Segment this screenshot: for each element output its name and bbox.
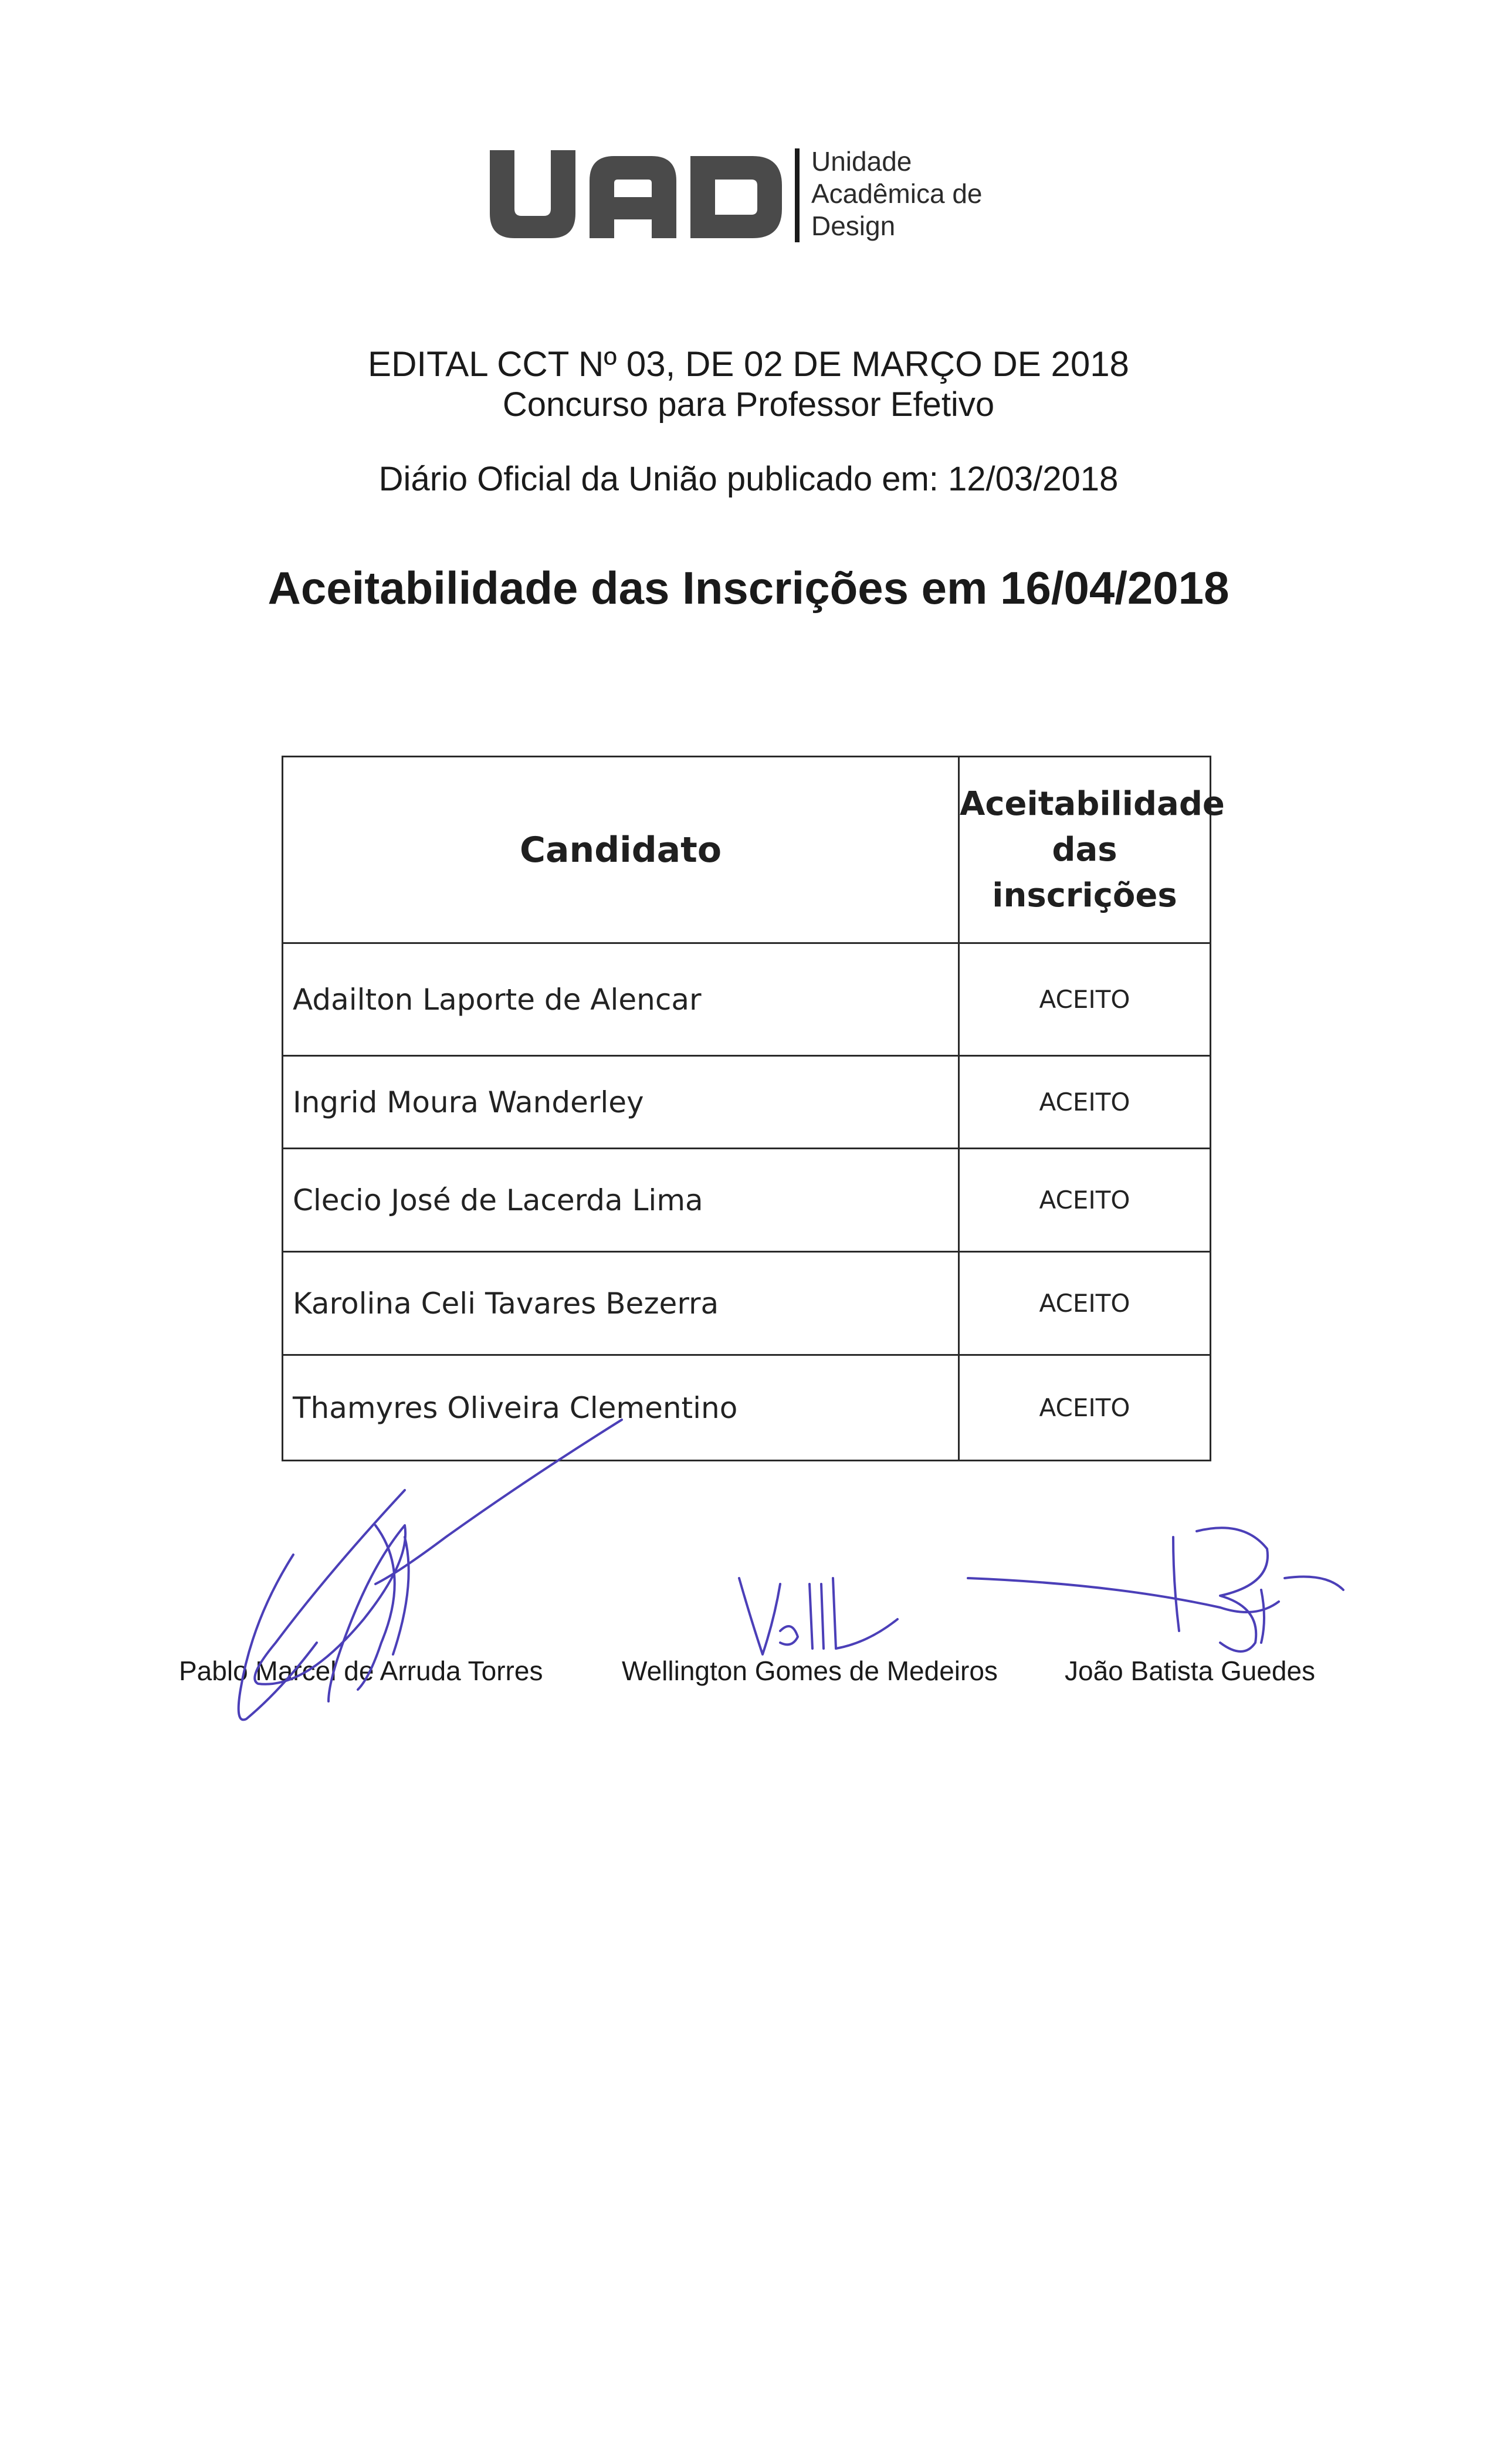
publication-line: Diário Oficial da União publicado em: 12/03/2018 <box>378 460 1119 498</box>
column-header-status <box>959 757 1225 943</box>
acceptance-status: ACEITO <box>959 1149 1211 1252</box>
signature-2-scribble <box>739 1578 897 1654</box>
acceptance-status: ACEITO <box>959 1056 1211 1149</box>
column-header-status-line1: Aceitabilidade <box>960 784 1225 823</box>
edital-subtitle: Concurso para Professor Efetivo <box>502 385 995 424</box>
table-row <box>283 1056 1211 1149</box>
logo-line-academica: Acadêmica de <box>811 178 983 209</box>
signatory-name-3: João Batista Guedes <box>1065 1656 1316 1686</box>
table-row <box>283 1252 1211 1355</box>
uad-logo-mark <box>490 150 783 241</box>
acceptance-status: ACEITO <box>959 1252 1211 1355</box>
logo-line-design: Design <box>811 211 896 241</box>
table-row <box>283 943 1211 1056</box>
candidate-name: Thamyres Oliveira Clementino <box>283 1355 959 1461</box>
candidate-name: Clecio José de Lacerda Lima <box>283 1149 959 1252</box>
column-header-candidate: Candidato <box>283 757 959 943</box>
logo-wordmark <box>811 145 983 242</box>
candidate-name: Karolina Celi Tavares Bezerra <box>283 1252 959 1355</box>
signatory-name-1: Pablo Marcel de Arruda Torres <box>179 1656 543 1686</box>
column-header-status-line2: das inscrições <box>992 830 1177 915</box>
acceptance-status: ACEITO <box>959 943 1211 1056</box>
uad-logo <box>490 145 1000 251</box>
edital-title: EDITAL CCT Nº 03, DE 02 DE MARÇO DE 2018 <box>368 344 1129 384</box>
page-title: Aceitabilidade das Inscrições em 16/04/2018 <box>267 562 1230 614</box>
candidate-name: Adailton Laporte de Alencar <box>283 943 959 1056</box>
signature-block <box>0 1654 1497 1690</box>
table-row <box>283 1149 1211 1252</box>
table-header-row <box>283 757 1211 943</box>
logo-divider <box>795 148 800 242</box>
table-row <box>283 1355 1211 1461</box>
candidate-name: Ingrid Moura Wanderley <box>283 1056 959 1149</box>
signature-3-scribble <box>968 1528 1343 1651</box>
acceptance-table <box>282 756 1225 1461</box>
signatory-name-2: Wellington Gomes de Medeiros <box>622 1656 998 1686</box>
logo-line-unidade: Unidade <box>811 146 912 177</box>
acceptance-status: ACEITO <box>959 1355 1211 1461</box>
